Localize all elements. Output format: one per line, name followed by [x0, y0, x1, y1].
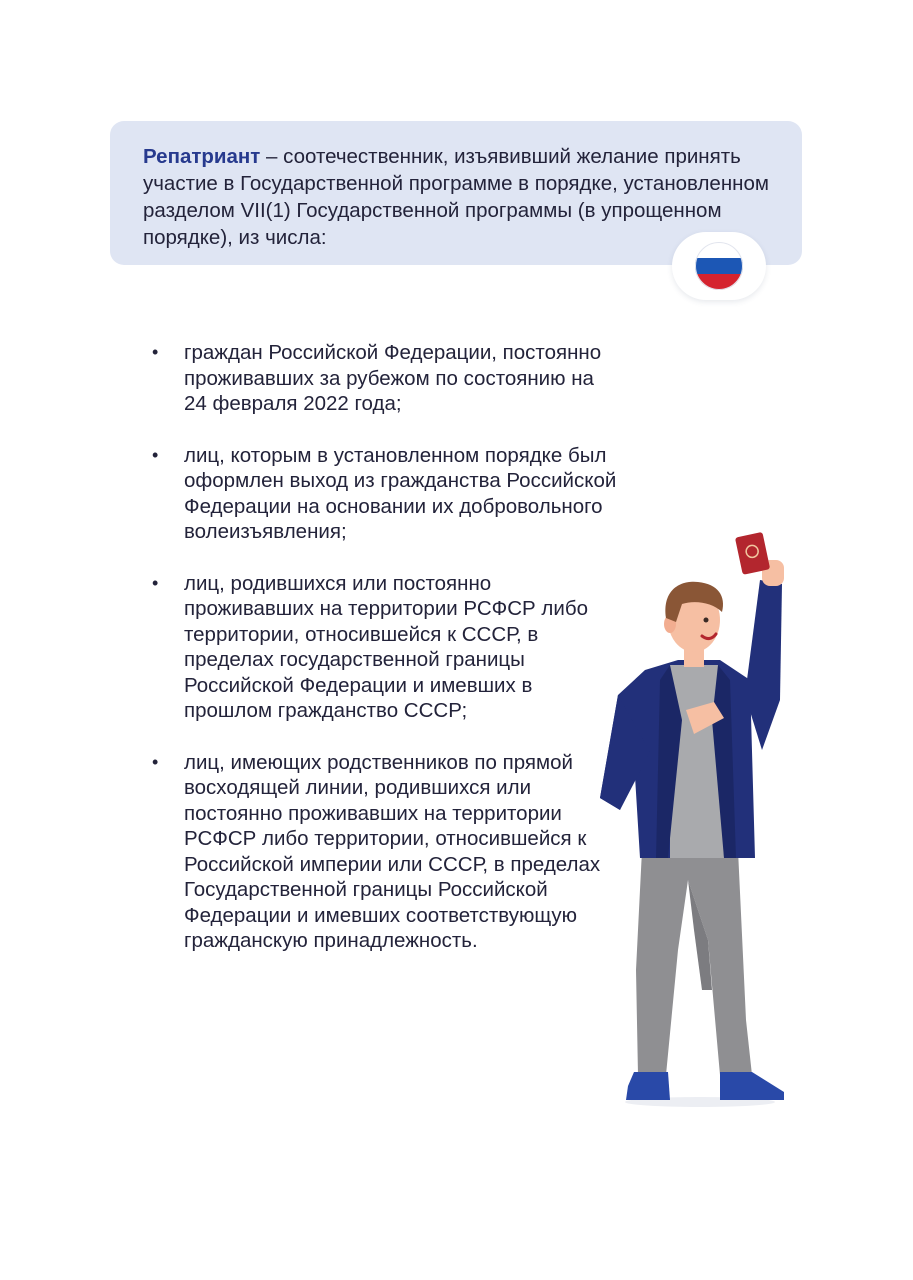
criteria-item: • граждан Российской Федерации, постоянно проживавших за рубежом по состоянию на 24 февраля 2022 года;	[150, 340, 620, 417]
man-holding-passport-illustration	[590, 520, 800, 1110]
flag-badge	[672, 232, 766, 300]
criteria-item: • лиц, имеющих родственников по прямой восходящей линии, родившихся или постоянно проживавших на территории РСФСР либо территории, относившейся к Российской империи или СССР, в пределах Государственной границы Российской Федерации и имевших соответствующую гражданскую принадлежность.	[150, 750, 620, 954]
definition-text	[143, 143, 772, 251]
definition-body: – соотечественник, изъявивший желание принять участие в Государственной программе в порядке, установленном разделом VII(1) Государственной программы (в упрощенном порядке), из числа:	[143, 145, 769, 249]
criteria-item: • лиц, родившихся или постоянно проживавших на территории РСФСР либо территории, относившейся к СССР, в пределах государственной границы Российской Федерации и имевших в прошлом гражданство СССР;	[150, 571, 620, 724]
criteria-list	[150, 340, 620, 954]
russia-flag-icon	[695, 242, 743, 290]
definition-term: Репатриант	[143, 145, 261, 168]
criteria-item: • лиц, которым в установленном порядке был оформлен выход из гражданства Российской Федерации на основании их добровольного волеизъявления;	[150, 443, 620, 545]
